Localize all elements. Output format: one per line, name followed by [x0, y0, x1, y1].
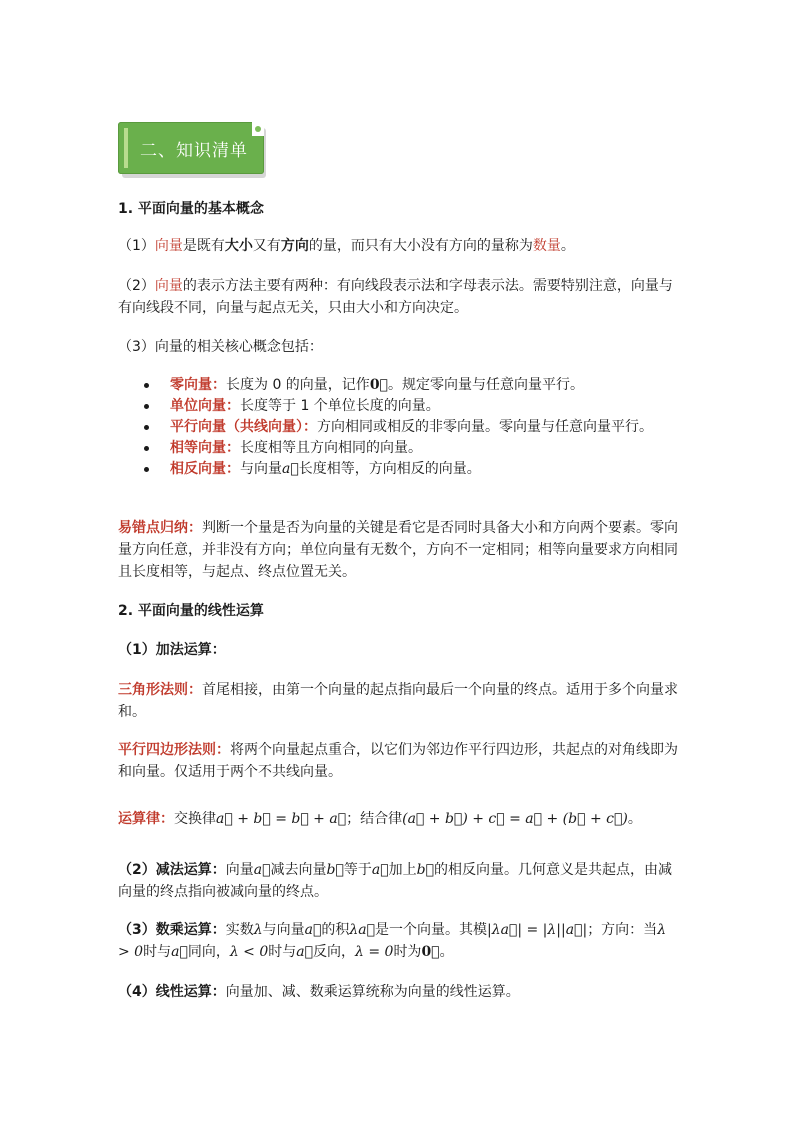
text: 时与: [268, 944, 297, 960]
section-title: 二、知识清单: [140, 141, 248, 161]
text: 反向，: [313, 944, 356, 960]
banner-edge-decoration: [124, 128, 128, 168]
text: 与向量: [262, 922, 305, 938]
term-direction: 方向: [280, 238, 309, 254]
text: 方向相同或相反的非零向量。零向量与任意向量平行。: [317, 419, 653, 435]
rule-text: 将两个向量起点重合，以它们为邻边作平行四边形，共起点的对角线即为和向量。仅适用于两个不共线向量。: [118, 742, 678, 780]
text: ；结合律: [346, 811, 403, 827]
formula: λ < 0: [229, 944, 269, 960]
subtraction: [118, 859, 678, 903]
list-item-zero-vector: [118, 375, 678, 396]
rule-text: 首尾相接，由第一个向量的起点指向最后一个向量的终点。适用于多个向量求和。: [118, 682, 678, 720]
rule-label: 平行四边形法则：: [118, 742, 230, 758]
symbol: 0⃗: [369, 377, 388, 393]
formula: λ = 0: [355, 944, 394, 960]
text: 的积: [321, 922, 350, 938]
text: 时与: [143, 944, 172, 960]
text: 等于: [343, 862, 372, 878]
formula-modulus: |λa⃗| = |λ||a⃗|: [487, 922, 588, 938]
text: 同向，: [187, 944, 230, 960]
text: （2）: [118, 278, 155, 294]
text: 时为: [393, 944, 422, 960]
formula: λ > 0: [118, 922, 667, 960]
linear-label: （4）线性运算：: [118, 984, 226, 1000]
list-item-parallel-vector: [118, 417, 678, 438]
triangle-rule: [118, 679, 678, 723]
text: 。: [627, 811, 642, 827]
symbol: λ: [253, 922, 263, 938]
paragraph-core-concepts: （3）向量的相关核心概念包括：: [118, 339, 323, 355]
term: 相反向量：: [170, 461, 240, 477]
text: 与向量: [240, 461, 282, 477]
heading-basic-concepts: 1. 平面向量的基本概念: [118, 201, 264, 217]
error-tip: [118, 517, 678, 583]
term-vector: 向量: [154, 278, 183, 294]
formula-commutative: a⃗ + b⃗ = b⃗ + a⃗: [216, 811, 347, 827]
multiplication-label: （3）数乘运算：: [118, 922, 226, 938]
list-item-opposite-vector: [118, 459, 678, 480]
symbol: b⃗: [416, 862, 434, 878]
parallelogram-rule: [118, 739, 678, 783]
text: 向量: [225, 862, 254, 878]
symbol: λa⃗: [349, 922, 375, 938]
tip-label: 易错点归纳：: [118, 520, 202, 536]
rule-label: 三角形法则：: [118, 682, 202, 698]
paragraph-representation: [118, 275, 678, 319]
paragraph-definition: [118, 235, 678, 257]
term: 零向量：: [170, 377, 226, 393]
text: 。规定零向量与任意向量平行。: [387, 377, 584, 393]
text: ；方向：当: [587, 922, 658, 938]
symbol: a⃗: [282, 461, 299, 477]
symbol: a⃗: [304, 922, 322, 938]
symbol: a⃗: [253, 862, 271, 878]
scalar-multiplication: [118, 919, 678, 963]
text: 实数: [225, 922, 254, 938]
term-scalar: 数量: [532, 238, 561, 254]
text: 又有: [252, 238, 281, 254]
term-magnitude: 大小: [224, 238, 253, 254]
text: 的量，而只有大小没有方向的量称为: [308, 238, 533, 254]
operation-laws: [118, 808, 678, 830]
symbol: a⃗: [171, 944, 188, 960]
linear-operation: [118, 981, 678, 1003]
term: 相等向量：: [170, 440, 240, 456]
symbol: a⃗: [371, 862, 389, 878]
term: 单位向量：: [170, 398, 240, 414]
text: 长度为 0 的向量，记作: [226, 377, 370, 393]
symbol: b⃗: [326, 862, 344, 878]
term: 平行向量（共线向量）：: [170, 419, 317, 435]
list-item-unit-vector: [118, 396, 678, 417]
laws-label: 运算律：: [118, 811, 174, 827]
text: 。: [560, 238, 575, 254]
formula-associative: (a⃗ + b⃗) + c⃗ = a⃗ + (b⃗ + c⃗): [402, 811, 628, 827]
text: 加上: [388, 862, 417, 878]
term-vector: 向量: [154, 238, 183, 254]
heading-linear-operations: 2. 平面向量的线性运算: [118, 603, 264, 619]
text: 长度相等且方向相同的向量。: [240, 440, 422, 456]
text: 交换律: [174, 811, 216, 827]
text: 减去向量: [270, 862, 327, 878]
text: 的相反向量。几何意义是共起点，由减向量的终点指向被减向量的终点。: [118, 862, 672, 900]
text: 是既有: [182, 238, 225, 254]
text: 是一个向量。其模: [375, 922, 487, 938]
text: 长度等于 1 个单位长度的向量。: [240, 398, 440, 414]
text: 。: [439, 944, 454, 960]
concept-list: [118, 375, 678, 480]
symbol: 0⃗: [421, 944, 440, 960]
tip-text: 判断一个量是否为向量的关键是看它是否同时具备大小和方向两个要素。零向量方向任意，并非没有方向；单位向量有无数个，方向不一定相同；相等向量要求方向相同且长度相等，与起点、终点位置无关。: [118, 520, 678, 580]
symbol: a⃗: [296, 944, 314, 960]
banner-corner-icon: [252, 122, 264, 136]
text: 长度相等，方向相反的向量。: [298, 461, 481, 477]
list-item-equal-vector: [118, 438, 678, 459]
text: 的表示方法主要有两种：有向线段表示法和字母表示法。需要特别注意，向量与有向线段不同，向量与起点无关，只由大小和方向决定。: [118, 278, 673, 316]
text: （1）: [118, 238, 155, 254]
section-banner: [118, 122, 268, 178]
subtraction-label: （2）减法运算：: [118, 862, 226, 878]
text: 向量加、减、数乘运算统称为向量的线性运算。: [225, 984, 520, 1000]
heading-addition: （1）加法运算：: [118, 642, 226, 658]
